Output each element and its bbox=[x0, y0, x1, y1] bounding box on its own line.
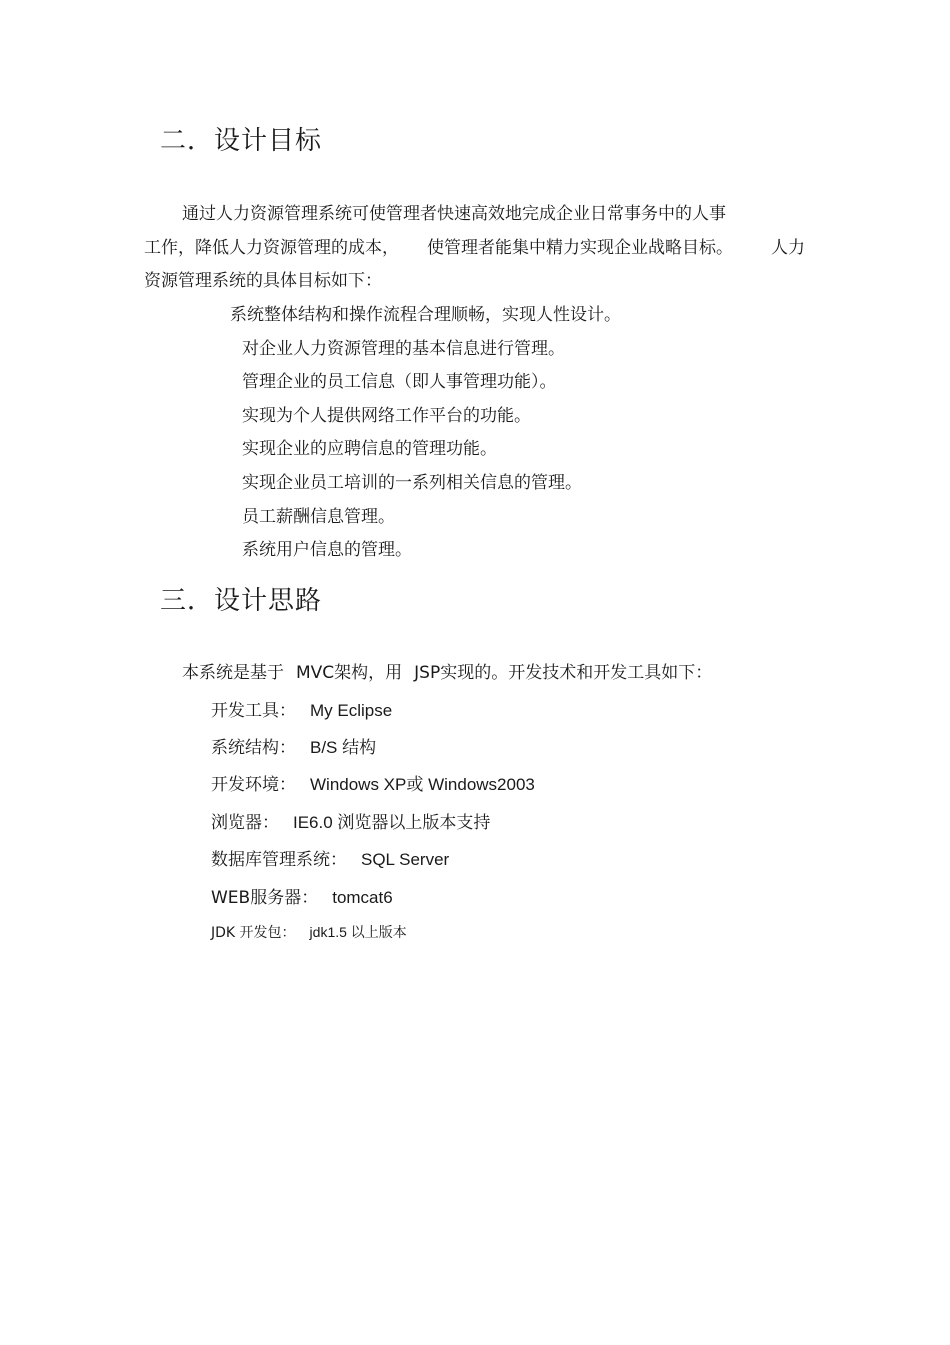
spec-label: JDK 开发包： bbox=[211, 925, 296, 941]
spec-jdk bbox=[211, 922, 407, 942]
intro-part-3: JSP实现的。开发技术和开发工具如下： bbox=[414, 663, 713, 683]
spec-dev-environment bbox=[211, 770, 535, 795]
paragraph-line-2c: 人力 bbox=[771, 238, 805, 258]
spec-dev-tool bbox=[211, 696, 392, 721]
spec-label: 数据库管理系统： bbox=[211, 850, 347, 870]
paragraph-line-2a: 工作，降低人力资源管理的成本， bbox=[144, 238, 399, 258]
section-heading-design-approach: 三．设计思路 bbox=[160, 586, 323, 616]
section-heading-design-goals: 二．设计目标 bbox=[160, 126, 323, 156]
spec-label: WEB服务器： bbox=[211, 888, 319, 908]
goal-item: 实现为个人提供网络工作平台的功能。 bbox=[242, 406, 531, 426]
goal-item: 实现企业员工培训的一系列相关信息的管理。 bbox=[242, 473, 582, 493]
spec-label: 浏览器： bbox=[211, 813, 279, 833]
goal-item: 系统整体结构和操作流程合理顺畅，实现人性设计。 bbox=[230, 305, 621, 325]
spec-value: jdk1.5 以上版本 bbox=[309, 924, 407, 940]
paragraph-line-3: 资源管理系统的具体目标如下： bbox=[144, 271, 382, 291]
paragraph-line-2b: 使管理者能集中精力实现企业战略目标。 bbox=[427, 238, 733, 258]
goal-item: 管理企业的员工信息（即人事管理功能）。 bbox=[242, 372, 557, 392]
intro-part-1: 本系统是基于 bbox=[182, 663, 284, 683]
paragraph-line-1: 通过人力资源管理系统可使管理者快速高效地完成企业日常事务中的人事 bbox=[182, 204, 726, 224]
spec-label: 开发环境： bbox=[211, 775, 296, 795]
spec-architecture bbox=[211, 733, 376, 758]
spec-browser bbox=[211, 808, 490, 833]
spec-web-server bbox=[211, 883, 393, 908]
goal-item: 系统用户信息的管理。 bbox=[242, 540, 412, 560]
intro-part-2: MVC架构，用 bbox=[296, 663, 403, 683]
goal-item: 员工薪酬信息管理。 bbox=[242, 507, 395, 527]
spec-value: Windows XP或 Windows2003 bbox=[310, 775, 535, 794]
spec-value: tomcat6 bbox=[332, 888, 393, 907]
goal-item: 对企业人力资源管理的基本信息进行管理。 bbox=[242, 339, 565, 359]
spec-dbms bbox=[211, 845, 449, 870]
spec-value: B/S 结构 bbox=[310, 738, 377, 757]
spec-value: IE6.0 浏览器以上版本支持 bbox=[293, 813, 491, 832]
intro-line bbox=[182, 658, 712, 683]
goal-item: 实现企业的应聘信息的管理功能。 bbox=[242, 439, 497, 459]
spec-value: My Eclipse bbox=[310, 701, 393, 720]
spec-value: SQL Server bbox=[361, 850, 450, 869]
spec-label: 开发工具： bbox=[211, 701, 296, 721]
spec-label: 系统结构： bbox=[211, 738, 296, 758]
